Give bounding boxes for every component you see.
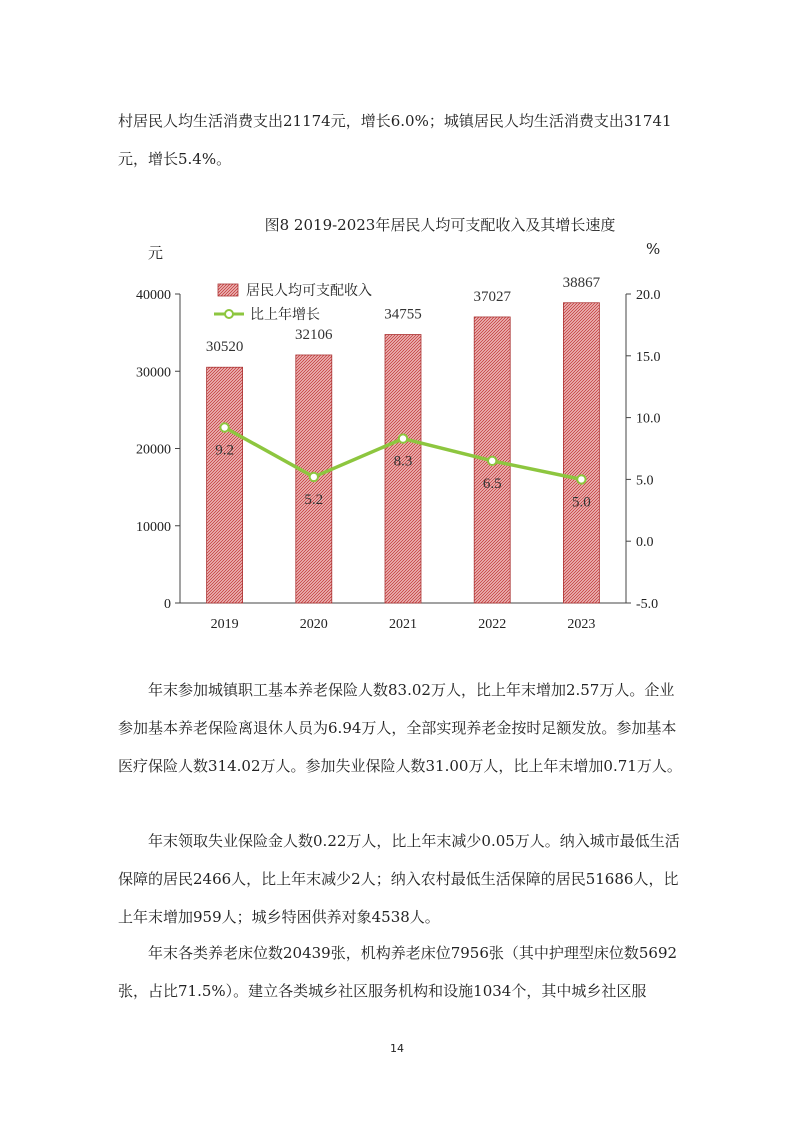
intro-paragraph: 村居民人均生活消费支出21174元，增长6.0%；城镇居民人均生活消费支出31741元，增长5.4%。 — [118, 112, 672, 168]
growth-point — [220, 423, 228, 431]
income-bar-label: 30520 — [205, 339, 244, 356]
growth-point-label: 6.5 — [482, 475, 502, 492]
x-tick-label: 2023 — [567, 617, 596, 632]
right-tick-label: 5.0 — [636, 473, 654, 489]
left-tick-label: 40000 — [136, 288, 171, 303]
legend-bar-swatch — [218, 284, 238, 296]
pension-insurance-paragraph: 年末参加城镇职工基本养老保险人数83.02万人，比上年末增加2.57万人。企业参加基本养老保险离退休人员为6.94万人，全部实现养老金按时足额发放。参加基本医疗保险人数314.02万人。参加失业保险人数31.00万人，比上年末增加0.71万人。 — [118, 681, 682, 775]
right-axis-unit: % — [646, 240, 661, 258]
legend-line-marker — [225, 310, 233, 318]
chart-legend — [214, 282, 372, 323]
growth-point-label: 8.3 — [393, 453, 413, 470]
income-bar-label: 37027 — [473, 288, 511, 305]
growth-point — [577, 475, 585, 483]
x-tick-label: 2020 — [299, 617, 328, 632]
legend-bar-label: 居民人均可支配收入 — [246, 283, 372, 299]
growth-point — [399, 434, 407, 442]
growth-point-label: 5.0 — [572, 494, 591, 511]
right-tick-label: 20.0 — [636, 288, 661, 303]
growth-point-label: 9.2 — [215, 442, 234, 459]
income-bar-label: 34755 — [384, 306, 422, 323]
elderly-care-paragraph: 年末各类养老床位数20439张，机构养老床位7956张（其中护理型床位数5692张，占比71.5%）。建立各类城乡社区服务机构和设施1034个，其中城乡社区服 — [118, 944, 678, 1000]
right-tick-label: -5.0 — [636, 597, 659, 612]
x-tick-label: 2021 — [389, 617, 417, 632]
right-tick-label: 0.0 — [636, 535, 654, 551]
social-assistance-paragraph: 年末领取失业保险金人数0.22万人，比上年末减少0.05万人。纳入城市最低生活保障的居民2466人，比上年末减少2人；纳入农村最低生活保障的居民51686人，比上年末增加959人；城乡特困供养对象4538人。 — [118, 832, 680, 926]
left-tick-label: 0 — [164, 597, 171, 612]
legend-line-label: 比上年增长 — [250, 307, 320, 323]
chart-title: 图8 2019-2023年居民人均可支配收入及其增长速度 — [264, 216, 616, 234]
income-growth-chart — [110, 200, 690, 645]
growth-point — [488, 457, 496, 465]
income-bar — [563, 303, 599, 603]
growth-point-label: 5.2 — [304, 491, 324, 508]
left-axis-unit: 元 — [148, 244, 164, 262]
income-bar — [207, 367, 243, 603]
right-tick-label: 10.0 — [636, 411, 661, 427]
x-tick-label: 2019 — [210, 617, 239, 632]
income-bar-label: 32106 — [295, 326, 333, 343]
right-tick-label: 15.0 — [636, 349, 661, 365]
left-tick-label: 30000 — [136, 365, 171, 381]
left-tick-label: 10000 — [136, 519, 171, 535]
page-number: 14 — [390, 1042, 404, 1055]
growth-point — [310, 473, 318, 481]
left-tick-label: 20000 — [136, 442, 171, 458]
income-bar-label: 38867 — [562, 274, 601, 291]
x-tick-label: 2022 — [478, 617, 507, 632]
